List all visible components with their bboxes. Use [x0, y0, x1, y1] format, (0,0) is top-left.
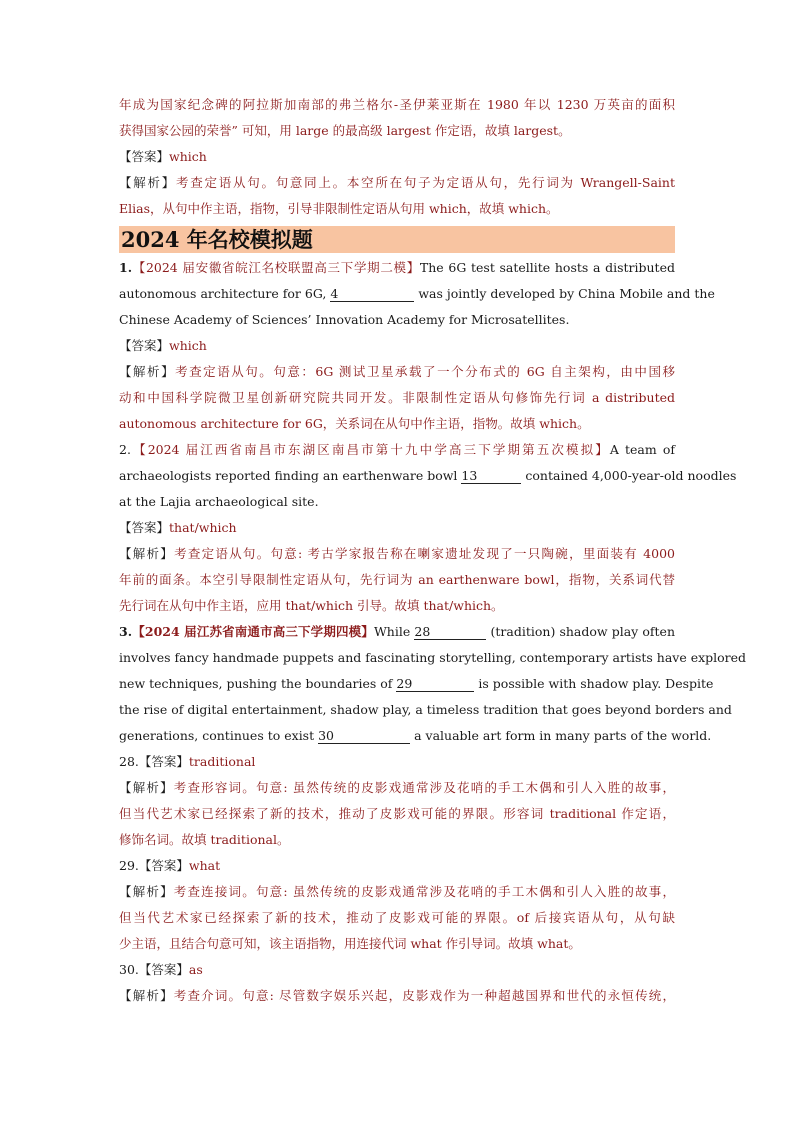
- analysis-line: [119, 541, 675, 567]
- answer-blank: 30: [318, 729, 410, 744]
- question-text: at the Lajia archaeological site.: [119, 494, 319, 509]
- analysis-tag: 【解析】: [119, 546, 175, 561]
- question-text: new techniques, pushing the boundaries of: [119, 676, 393, 691]
- answer-blank: 28: [414, 625, 486, 640]
- question-source: 【2024 届江苏省南通市高三下学期四模】: [132, 624, 374, 639]
- question-line: [119, 281, 715, 307]
- answer-line: [119, 333, 675, 359]
- answer-tag: 【答案】: [119, 149, 170, 164]
- question-text: the rise of digital entertainment, shadow play, a timeless tradition that goes beyond borders and: [119, 702, 732, 717]
- answer-value: what: [188, 858, 221, 873]
- analysis-line: [119, 359, 675, 385]
- analysis-line: [119, 775, 675, 801]
- analysis-text: 年前的面条。本空引导限制性定语从句，先行词为 an earthenware bowl，指物，关系词代替: [119, 572, 675, 587]
- analysis-text: 考查形容词。句意: 虽然传统的皮影戏通常涉及花哨的手工木偶和引人入胜的故事，: [173, 780, 675, 795]
- question-text: is possible with shadow play. Despite: [478, 676, 714, 691]
- analysis-tag: 【解析】: [119, 175, 176, 190]
- answer-line: [119, 749, 675, 775]
- question-text: autonomous architecture for 6G,: [119, 286, 327, 301]
- analysis-text: 但当代艺术家已经探索了新的技术，推动了皮影戏可能的界限。形容词 traditional 作定语，: [119, 806, 675, 821]
- answer-value: traditional: [188, 754, 256, 769]
- answer-value: as: [188, 962, 203, 977]
- question-text: A team of: [609, 442, 675, 457]
- question-number: 2.: [119, 442, 131, 457]
- text-line: 年成为国家纪念碑的阿拉斯加南部的弗兰格尔-圣伊莱亚斯在 1980 年以 1230 万英亩的面积: [119, 97, 675, 112]
- question-line: [119, 437, 675, 463]
- question-line: [119, 619, 675, 645]
- analysis-text: 考查连接词。句意: 虽然传统的皮影戏通常涉及花哨的手工木偶和引人入胜的故事，: [173, 884, 675, 899]
- answer-blank: 29: [396, 677, 474, 692]
- question-text: involves fancy handmade puppets and fascinating storytelling, contemporary artists have explored: [119, 650, 747, 665]
- question-source: 【2024 届江西省南昌市东湖区南昌市第十九中学高三下学期第五次模拟】: [130, 442, 610, 457]
- answer-line: [119, 144, 675, 170]
- analysis-text: 考查介词。句意: 尽管数字娱乐兴起，皮影戏作为一种超越国界和世代的永恒传统，: [173, 988, 675, 1003]
- answer-line: [119, 957, 675, 983]
- answer-blank: 13: [461, 469, 521, 484]
- document-page: [119, 92, 747, 1009]
- question-text: The 6G test satellite hosts a distributed: [419, 260, 675, 275]
- analysis-text: 考查定语从句。句意: 考古学家报告称在喇家遗址发现了一只陶碗，里面装有 4000: [174, 546, 675, 561]
- question-text: contained 4,000-year-old noodles: [525, 468, 737, 483]
- question-text: was jointly developed by China Mobile and the: [418, 286, 715, 301]
- answer-tag: 【答案】: [138, 858, 189, 873]
- analysis-tag: 【解析】: [119, 988, 174, 1003]
- question-number: 1.: [119, 260, 133, 275]
- analysis-tag: 【解析】: [119, 884, 174, 899]
- item-number: 29.: [119, 858, 139, 873]
- answer-tag: 【答案】: [119, 338, 170, 353]
- answer-tag: 【答案】: [138, 754, 189, 769]
- answer-blank: 4: [330, 287, 414, 302]
- analysis-text: 但当代艺术家已经探索了新的技术，推动了皮影戏可能的界限。of 后接宾语从句，从句缺: [119, 910, 675, 925]
- analysis-text: 动和中国科学院微卫星创新研究院共同开发。非限制性定语从句修饰先行词 a distributed: [119, 390, 675, 405]
- answer-line: [119, 853, 675, 879]
- analysis-text: 考查定语从句。句意：6G 测试卫星承载了一个分布式的 6G 自主架构，由中国移: [175, 364, 675, 379]
- analysis-line: [119, 983, 675, 1009]
- answer-value: which: [169, 149, 207, 164]
- question-text: a valuable art form in many parts of the world.: [414, 728, 712, 743]
- analysis-tag: 【解析】: [119, 364, 176, 379]
- answer-value: which: [169, 338, 207, 353]
- analysis-text: 考查定语从句。句意同上。本空所在句子为定语从句，先行词为 Wrangell-Saint: [175, 175, 675, 190]
- question-line: [119, 723, 712, 749]
- question-text: (tradition) shadow play often: [490, 624, 675, 639]
- section-title: 2024 年名校模拟题: [119, 226, 675, 253]
- answer-value: that/which: [169, 520, 237, 535]
- analysis-line: [119, 170, 675, 196]
- question-text: archaeologists reported finding an earthenware bowl: [119, 468, 458, 483]
- item-number: 28.: [119, 754, 139, 769]
- answer-tag: 【答案】: [119, 520, 170, 535]
- analysis-text: 少主语，且结合句意可知，该主语指物，用连接代词 what 作引导词。故填 what。: [119, 936, 581, 951]
- question-line: [119, 463, 737, 489]
- text-line: 获得国家公园的荣誉” 可知，用 large 的最高级 largest 作定语，故填 largest。: [119, 123, 571, 138]
- analysis-line: [119, 879, 675, 905]
- analysis-tag: 【解析】: [119, 780, 174, 795]
- analysis-text: autonomous architecture for 6G，关系词在从句中作主语，指物。故填 which。: [119, 416, 590, 431]
- item-number: 30.: [119, 962, 139, 977]
- question-text: generations, continues to exist: [119, 728, 315, 743]
- analysis-text: 先行词在从句中作主语，应用 that/which 引导。故填 that/which。: [119, 598, 504, 613]
- analysis-text: 修饰名词。故填 traditional。: [119, 832, 290, 847]
- question-text: Chinese Academy of Sciences’ Innovation Academy for Microsatellites.: [119, 312, 570, 327]
- question-text: While: [373, 624, 411, 639]
- answer-tag: 【答案】: [138, 962, 189, 977]
- answer-line: [119, 515, 675, 541]
- question-source: 【2024 届安徽省皖江名校联盟高三下学期二模】: [132, 260, 420, 275]
- question-line: [119, 255, 675, 281]
- question-line: [119, 671, 714, 697]
- question-number: 3.: [119, 624, 133, 639]
- text-line: Elias，从句中作主语，指物，引导非限制性定语从句用 which，故填 which。: [119, 201, 559, 216]
